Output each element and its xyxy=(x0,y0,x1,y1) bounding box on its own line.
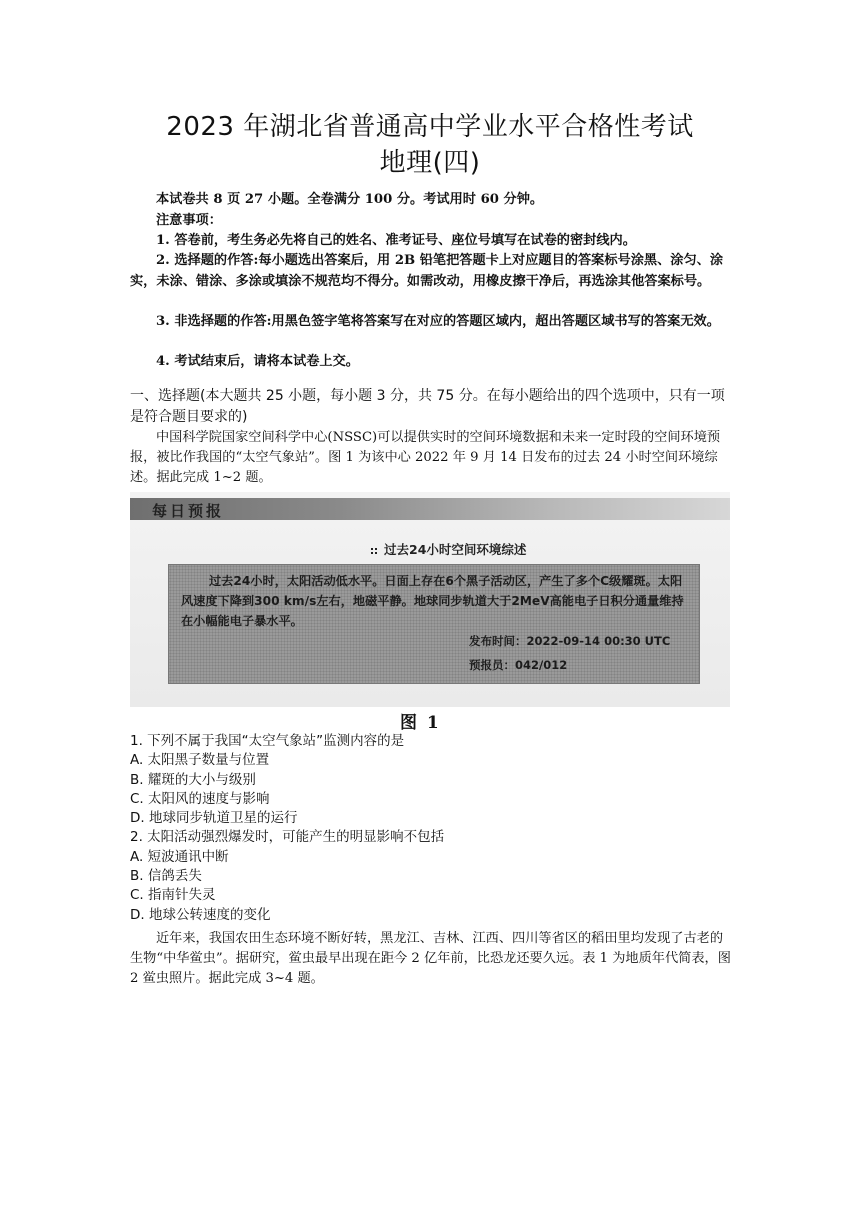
figure-subtitle xyxy=(370,540,526,558)
passage-nssc: 中国科学院国家空间科学中心(NSSC)可以提供实时的空间环境数据和未来一定时段的空间环境预报，被比作我国的“太空气象站”。图 1 为该中心 2022 年 9 月 14 日发布的过去 24 小时空间环境综述。据此完成 1~2 题。 xyxy=(130,430,721,485)
question-option: C. 太阳风的速度与影响 xyxy=(130,790,270,807)
figure-forecaster: 预报员：042/012 xyxy=(469,658,568,672)
figure-publish-time: 发布时间：2022-09-14 00:30 UTC xyxy=(469,634,671,648)
exam-subtitle: 地理(四) xyxy=(379,148,481,178)
figure-1-caption: 图 1 xyxy=(400,713,441,733)
exam-summary: 本试卷共 8 页 27 小题。全卷满分 100 分。考试用时 60 分钟。 xyxy=(156,192,544,207)
section-heading: 一、选择题(本大题共 25 小题，每小题 3 分，共 75 分。在每小题给出的四个选项中，只有一项是符合题目要求的) xyxy=(130,388,725,425)
grid-bullet-icon xyxy=(370,547,378,555)
question-option: A. 短波通讯中断 xyxy=(130,848,229,865)
question-option: D. 地球公转速度的变化 xyxy=(130,906,271,923)
question-option: B. 信鸽丢失 xyxy=(130,868,202,885)
question-option: C. 指南针失灵 xyxy=(130,887,216,904)
figure-1-image xyxy=(130,492,730,707)
question-option: A. 太阳黑子数量与位置 xyxy=(130,752,270,769)
question-option: D. 地球同步轨道卫星的运行 xyxy=(130,810,298,827)
question-option: B. 耀斑的大小与级别 xyxy=(130,771,256,788)
notice-item: 2. 选择题的作答:每小题选出答案后，用 2B 铅笔把答题卡上对应题目的答案标号涂黑、涂匀、涂实，未涂、错涂、多涂或填涂不规范均不得分。如需改动，用橡皮擦干净后，再选涂其他答案标号。 xyxy=(130,253,724,289)
figure-header-bar xyxy=(130,498,730,520)
question-stem: 2. 太阳活动强烈爆发时，可能产生的明显影响不包括 xyxy=(130,829,445,846)
figure-summary-box xyxy=(168,564,700,684)
notice-item: 4. 考试结束后，请将本试卷上交。 xyxy=(156,354,359,369)
exam-title: 2023 年湖北省普通高中学业水平合格性考试 xyxy=(166,112,694,142)
passage-triops: 近年来，我国农田生态环境不断好转，黑龙江、吉林、江西、四川等省区的稻田里均发现了古老的生物“中华鲎虫”。据研究，鲎虫最早出现在距今 2 亿年前，比恐龙还要久远。表 1 为地质年代简表，图 2 鲎虫照片。据此完成 3~4 题。 xyxy=(130,931,731,986)
figure-header-label: 每日预报 xyxy=(152,502,225,520)
notice-item: 3. 非选择题的作答:用黑色签字笔将答案写在对应的答题区域内，超出答题区域书写的答案无效。 xyxy=(156,314,720,329)
notice-title: 注意事项： xyxy=(156,213,222,228)
figure-summary-text: 过去24小时，太阳活动低水平。日面上存在6个黑子活动区，产生了多个C级耀斑。太阳风速度下降到300 km/s左右，地磁平静。地球同步轨道大于2MeV高能电子日积分通量维持在小幅能电子暴水平。 xyxy=(181,574,684,628)
figure-subtitle-text: 过去24小时空间环境综述 xyxy=(384,542,527,557)
question-stem: 1. 下列不属于我国“太空气象站”监测内容的是 xyxy=(130,733,405,749)
notice-item: 1. 答卷前，考生务必先将自己的姓名、准考证号、座位号填写在试卷的密封线内。 xyxy=(156,233,636,248)
question-list xyxy=(130,732,750,925)
